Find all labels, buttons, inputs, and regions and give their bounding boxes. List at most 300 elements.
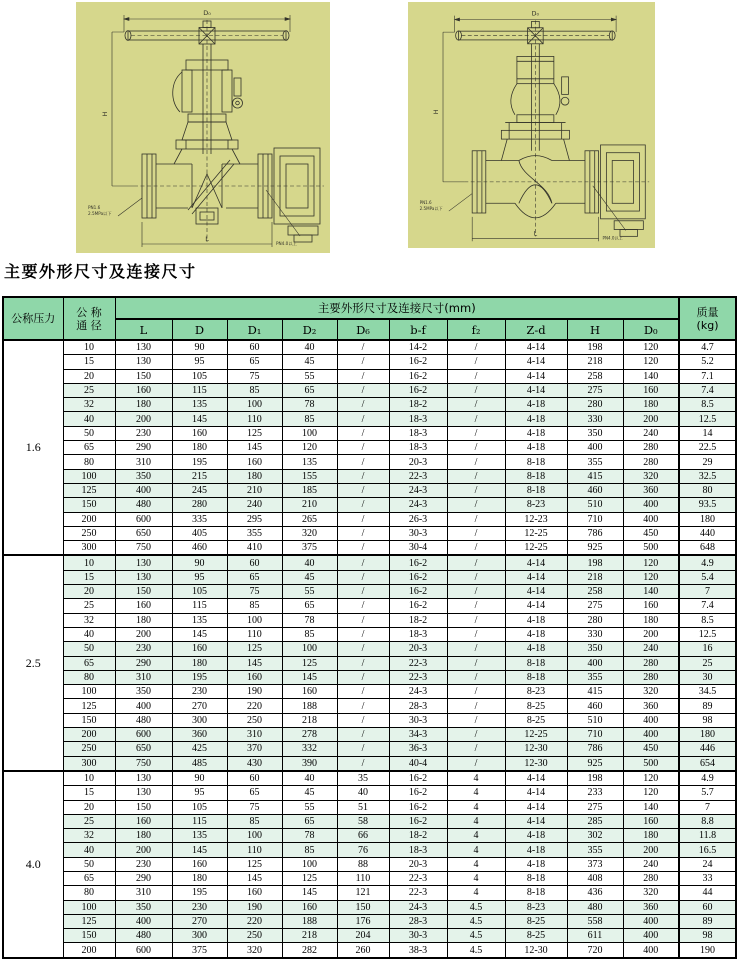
weight-col-header bbox=[679, 297, 736, 340]
table-row bbox=[3, 943, 736, 958]
dim-cell: 415 bbox=[567, 469, 623, 483]
dim-cell: 400 bbox=[623, 512, 679, 526]
dim-cell: / bbox=[447, 483, 505, 497]
dim-cell: 4-18 bbox=[505, 426, 567, 440]
dn-cell: 25 bbox=[63, 599, 115, 613]
dim-cell: 90 bbox=[172, 555, 227, 570]
dim-cell: 125 bbox=[227, 857, 282, 871]
dn-col-header-line2: 通 径 bbox=[76, 318, 102, 332]
dim-cell: 60 bbox=[227, 340, 282, 355]
weight-cell: 12.5 bbox=[679, 627, 736, 641]
dim-cell: / bbox=[337, 526, 389, 540]
dim-cell: 160 bbox=[623, 599, 679, 613]
dim-cell: 188 bbox=[282, 699, 337, 713]
header-row-top bbox=[3, 297, 736, 319]
dim-cell: / bbox=[337, 670, 389, 684]
dim-cell: 160 bbox=[172, 426, 227, 440]
dim-cell: / bbox=[447, 355, 505, 369]
dim-cell: 150 bbox=[337, 900, 389, 914]
dim-cell: / bbox=[447, 613, 505, 627]
dim-cell: 4-14 bbox=[505, 355, 567, 369]
weight-cell: 29 bbox=[679, 455, 736, 469]
dim-cell: 230 bbox=[115, 857, 172, 871]
dim-cell: / bbox=[337, 483, 389, 497]
dim-cell: 786 bbox=[567, 742, 623, 756]
dim-cell: 55 bbox=[282, 369, 337, 383]
dim-cell: 8-25 bbox=[505, 699, 567, 713]
dim-cell: 275 bbox=[567, 383, 623, 397]
dim-cell: 302 bbox=[567, 829, 623, 843]
dn-col-header-line1: 公 称 bbox=[76, 305, 102, 319]
dim-cell: 4-14 bbox=[505, 340, 567, 355]
dim-cell: / bbox=[337, 555, 389, 570]
dim-cell: 280 bbox=[623, 656, 679, 670]
dim-cell: 650 bbox=[115, 526, 172, 540]
dim-cell: 40 bbox=[282, 771, 337, 786]
dim-cell: / bbox=[337, 756, 389, 771]
dim-cell: 265 bbox=[282, 512, 337, 526]
dn-cell: 10 bbox=[63, 340, 115, 355]
dim-cell: / bbox=[337, 469, 389, 483]
dim-cell: 78 bbox=[282, 613, 337, 627]
dim-cell: / bbox=[447, 412, 505, 426]
table-row bbox=[3, 642, 736, 656]
valve-drawing-left bbox=[76, 2, 330, 253]
dim-cell: 710 bbox=[567, 512, 623, 526]
dim-cell: 460 bbox=[567, 699, 623, 713]
dim-cell: 30-3 bbox=[389, 713, 447, 727]
dim-cell: 130 bbox=[115, 355, 172, 369]
dim-cell: 198 bbox=[567, 340, 623, 355]
dimensions-table bbox=[2, 296, 737, 959]
table-row bbox=[3, 412, 736, 426]
dim-cell: / bbox=[447, 441, 505, 455]
weight-cell: 98 bbox=[679, 713, 736, 727]
dn-cell: 80 bbox=[63, 670, 115, 684]
dim-col-header: L bbox=[115, 319, 172, 340]
dim-cell: 120 bbox=[282, 441, 337, 455]
dim-cell: 65 bbox=[227, 786, 282, 800]
dim-cell: 12-25 bbox=[505, 541, 567, 556]
dn-cell: 20 bbox=[63, 800, 115, 814]
weight-cell: 25 bbox=[679, 656, 736, 670]
dim-cell: 400 bbox=[623, 914, 679, 928]
dim-cell: 24-3 bbox=[389, 498, 447, 512]
dim-col-header: b-f bbox=[389, 319, 447, 340]
table-row bbox=[3, 585, 736, 599]
dim-cell: 410 bbox=[227, 541, 282, 556]
weight-cell: 30 bbox=[679, 670, 736, 684]
dn-cell: 15 bbox=[63, 570, 115, 584]
dn-cell: 20 bbox=[63, 369, 115, 383]
dn-cell: 80 bbox=[63, 455, 115, 469]
table-row bbox=[3, 526, 736, 540]
dim-cell: 24-3 bbox=[389, 483, 447, 497]
weight-cell: 16 bbox=[679, 642, 736, 656]
dim-cell: 160 bbox=[623, 383, 679, 397]
dim-cell: 135 bbox=[172, 398, 227, 412]
dim-cell: 40 bbox=[282, 340, 337, 355]
dim-cell: 125 bbox=[282, 656, 337, 670]
dim-cell: 200 bbox=[115, 843, 172, 857]
weight-cell: 22.5 bbox=[679, 441, 736, 455]
dim-cell: 204 bbox=[337, 929, 389, 943]
pressure-value: 2.5 bbox=[3, 555, 63, 770]
dim-cell: / bbox=[337, 340, 389, 355]
dim-cell: 4-14 bbox=[505, 555, 567, 570]
dim-cell: 258 bbox=[567, 369, 623, 383]
dim-cell: 4 bbox=[447, 814, 505, 828]
dim-cell: 40-4 bbox=[389, 756, 447, 771]
dim-cell: / bbox=[337, 713, 389, 727]
dim-label-d0: D₀ bbox=[203, 9, 211, 17]
dn-cell: 32 bbox=[63, 398, 115, 412]
dim-cell: 4-18 bbox=[505, 627, 567, 641]
dim-cell: 22-3 bbox=[389, 670, 447, 684]
dim-cell: 350 bbox=[567, 426, 623, 440]
dim-cell: 600 bbox=[115, 943, 172, 958]
dim-cell: 190 bbox=[227, 900, 282, 914]
dim-cell: 160 bbox=[282, 900, 337, 914]
dim-cell: / bbox=[447, 426, 505, 440]
dim-cell: 35 bbox=[337, 771, 389, 786]
dim-cell: 280 bbox=[623, 871, 679, 885]
dn-cell: 50 bbox=[63, 642, 115, 656]
dn-cell: 65 bbox=[63, 656, 115, 670]
dim-cell: 160 bbox=[227, 670, 282, 684]
dim-cell: 65 bbox=[227, 355, 282, 369]
dim-cell: 195 bbox=[172, 886, 227, 900]
dn-cell: 40 bbox=[63, 843, 115, 857]
table-row bbox=[3, 369, 736, 383]
dim-cell: 480 bbox=[115, 713, 172, 727]
dim-cell: 500 bbox=[623, 541, 679, 556]
dim-cell: / bbox=[447, 742, 505, 756]
note-pn-high: PN4.0以上 bbox=[276, 241, 297, 246]
dim-cell: 320 bbox=[623, 469, 679, 483]
dim-cell: 400 bbox=[567, 656, 623, 670]
weight-cell: 4.9 bbox=[679, 555, 736, 570]
pressure-value: 4.0 bbox=[3, 771, 63, 958]
dim-cell: 8-25 bbox=[505, 929, 567, 943]
weight-cell: 80 bbox=[679, 483, 736, 497]
dim-cell: 280 bbox=[567, 613, 623, 627]
dn-cell: 32 bbox=[63, 613, 115, 627]
weight-cell: 11.8 bbox=[679, 829, 736, 843]
dim-cell: / bbox=[447, 699, 505, 713]
dim-cell: 925 bbox=[567, 541, 623, 556]
dn-cell: 200 bbox=[63, 512, 115, 526]
dim-cell: 28-3 bbox=[389, 914, 447, 928]
dim-cell: 105 bbox=[172, 800, 227, 814]
dim-cell: 8-23 bbox=[505, 498, 567, 512]
weight-cell: 44 bbox=[679, 886, 736, 900]
table-row bbox=[3, 756, 736, 771]
dim-cell: 22-3 bbox=[389, 871, 447, 885]
dim-cell: 4-18 bbox=[505, 412, 567, 426]
dim-cell: 145 bbox=[227, 656, 282, 670]
dim-cell: 65 bbox=[282, 599, 337, 613]
dn-cell: 100 bbox=[63, 900, 115, 914]
dim-cell: 480 bbox=[115, 498, 172, 512]
weight-col-header-line2: (kg) bbox=[696, 318, 719, 332]
dim-cell: 8-18 bbox=[505, 469, 567, 483]
dim-cell: / bbox=[447, 340, 505, 355]
dim-cell: 180 bbox=[172, 871, 227, 885]
dim-cell: 400 bbox=[623, 943, 679, 958]
dim-cell: 180 bbox=[172, 656, 227, 670]
dim-cell: 4.5 bbox=[447, 900, 505, 914]
weight-cell: 8.5 bbox=[679, 398, 736, 412]
table-row bbox=[3, 728, 736, 742]
weight-cell: 440 bbox=[679, 526, 736, 540]
dim-cell: / bbox=[447, 713, 505, 727]
dim-cell: / bbox=[337, 355, 389, 369]
table-row bbox=[3, 498, 736, 512]
dim-col-header: f₂ bbox=[447, 319, 505, 340]
dim-cell: 275 bbox=[567, 800, 623, 814]
dim-col-header: D₂ bbox=[282, 319, 337, 340]
dim-cell: 180 bbox=[623, 829, 679, 843]
dim-cell: 12-25 bbox=[505, 526, 567, 540]
weight-cell: 98 bbox=[679, 929, 736, 943]
weight-cell: 93.5 bbox=[679, 498, 736, 512]
dim-cell: 310 bbox=[115, 455, 172, 469]
table-row bbox=[3, 469, 736, 483]
weight-cell: 7.4 bbox=[679, 383, 736, 397]
dim-cell: / bbox=[337, 541, 389, 556]
dim-cell: 16-2 bbox=[389, 786, 447, 800]
dim-cell: 18-3 bbox=[389, 441, 447, 455]
table-row bbox=[3, 786, 736, 800]
dim-cell: 300 bbox=[172, 929, 227, 943]
dim-cell: 18-3 bbox=[389, 843, 447, 857]
weight-cell: 7 bbox=[679, 585, 736, 599]
dim-cell: 85 bbox=[282, 627, 337, 641]
table-row bbox=[3, 929, 736, 943]
dim-cell: 400 bbox=[623, 929, 679, 943]
dim-cell: 480 bbox=[115, 929, 172, 943]
dim-cell: 115 bbox=[172, 814, 227, 828]
dim-cell: 85 bbox=[227, 383, 282, 397]
dim-cell: 65 bbox=[227, 570, 282, 584]
dim-cell: 105 bbox=[172, 585, 227, 599]
dim-cell: 40 bbox=[337, 786, 389, 800]
dim-cell: 125 bbox=[282, 871, 337, 885]
dim-cell: 160 bbox=[227, 455, 282, 469]
dim-cell: 12-23 bbox=[505, 512, 567, 526]
dim-cell: 460 bbox=[567, 483, 623, 497]
dim-cell: 4 bbox=[447, 786, 505, 800]
dim-cell: 145 bbox=[282, 886, 337, 900]
dim-cell: / bbox=[337, 498, 389, 512]
dim-cell: 188 bbox=[282, 914, 337, 928]
dim-cell: 88 bbox=[337, 857, 389, 871]
weight-cell: 16.5 bbox=[679, 843, 736, 857]
dim-cell: 4-18 bbox=[505, 843, 567, 857]
dim-cell: 285 bbox=[567, 814, 623, 828]
dim-cell: 135 bbox=[172, 613, 227, 627]
dim-cell: 14-2 bbox=[389, 340, 447, 355]
dim-cell: 30-3 bbox=[389, 929, 447, 943]
dim-cell: / bbox=[447, 585, 505, 599]
note-pn-high: PN4.0以上 bbox=[602, 235, 623, 241]
dim-cell: 85 bbox=[282, 412, 337, 426]
dim-cell: 120 bbox=[623, 570, 679, 584]
dim-label-l: L bbox=[533, 230, 538, 238]
weight-cell: 4.7 bbox=[679, 340, 736, 355]
dim-cell: 8-23 bbox=[505, 900, 567, 914]
dim-cell: 121 bbox=[337, 886, 389, 900]
weight-cell: 180 bbox=[679, 728, 736, 742]
dim-cell: 400 bbox=[623, 728, 679, 742]
weight-cell: 33 bbox=[679, 871, 736, 885]
weight-cell: 14 bbox=[679, 426, 736, 440]
table-row bbox=[3, 340, 736, 355]
dim-cell: 100 bbox=[227, 398, 282, 412]
dim-cell: 95 bbox=[172, 355, 227, 369]
dim-cell: 95 bbox=[172, 786, 227, 800]
dim-cell: 76 bbox=[337, 843, 389, 857]
table-row bbox=[3, 900, 736, 914]
dim-cell: 250 bbox=[227, 929, 282, 943]
dim-cell: 200 bbox=[623, 627, 679, 641]
dim-cell: 335 bbox=[172, 512, 227, 526]
dim-cell: 12-30 bbox=[505, 742, 567, 756]
dim-cell: 280 bbox=[623, 455, 679, 469]
dn-cell: 65 bbox=[63, 441, 115, 455]
table-row bbox=[3, 742, 736, 756]
dim-cell: / bbox=[447, 570, 505, 584]
dim-cell: 180 bbox=[227, 469, 282, 483]
dim-cell: 233 bbox=[567, 786, 623, 800]
dim-cell: 250 bbox=[227, 713, 282, 727]
dim-cell: 34-3 bbox=[389, 728, 447, 742]
dim-cell: 180 bbox=[623, 613, 679, 627]
dim-cell: 120 bbox=[623, 771, 679, 786]
dim-cell: 320 bbox=[623, 886, 679, 900]
dim-cell: 230 bbox=[115, 642, 172, 656]
dim-cell: 390 bbox=[282, 756, 337, 771]
table-body bbox=[3, 340, 736, 958]
dn-cell: 10 bbox=[63, 555, 115, 570]
dim-cell: 240 bbox=[623, 857, 679, 871]
dim-cell: 160 bbox=[172, 642, 227, 656]
dim-cell: 4 bbox=[447, 843, 505, 857]
dim-cell: 8-18 bbox=[505, 656, 567, 670]
dim-cell: 12-30 bbox=[505, 756, 567, 771]
dim-cell: 4-14 bbox=[505, 383, 567, 397]
dim-cell: 355 bbox=[567, 455, 623, 469]
dim-cell: 4 bbox=[447, 829, 505, 843]
dim-cell: / bbox=[447, 670, 505, 684]
dim-cell: 330 bbox=[567, 627, 623, 641]
dim-cell: 66 bbox=[337, 829, 389, 843]
dim-cell: 75 bbox=[227, 369, 282, 383]
dim-cell: 400 bbox=[115, 483, 172, 497]
dim-cell: 4-14 bbox=[505, 771, 567, 786]
dim-cell: 75 bbox=[227, 585, 282, 599]
note-pn-low-line2: 2.5MPa以下 bbox=[88, 211, 112, 216]
dim-cell: 125 bbox=[227, 426, 282, 440]
dim-cell: 360 bbox=[623, 483, 679, 497]
dim-cell: / bbox=[337, 642, 389, 656]
dim-cell: / bbox=[447, 756, 505, 771]
dim-cell: 180 bbox=[115, 829, 172, 843]
dim-cell: 145 bbox=[172, 412, 227, 426]
weight-cell: 180 bbox=[679, 512, 736, 526]
dim-cell: / bbox=[447, 555, 505, 570]
dim-cell: 110 bbox=[227, 627, 282, 641]
dim-label-d0: D₀ bbox=[531, 10, 540, 18]
dim-cell: 373 bbox=[567, 857, 623, 871]
table-row bbox=[3, 670, 736, 684]
dim-cell: 4 bbox=[447, 886, 505, 900]
dim-cell: 355 bbox=[567, 843, 623, 857]
dim-cell: 18-3 bbox=[389, 627, 447, 641]
dim-cell: 55 bbox=[282, 585, 337, 599]
table-row bbox=[3, 383, 736, 397]
dim-cell: 100 bbox=[282, 426, 337, 440]
dim-cell: 240 bbox=[227, 498, 282, 512]
dim-cell: 4.5 bbox=[447, 914, 505, 928]
dim-cell: 278 bbox=[282, 728, 337, 742]
dim-cell: 4-18 bbox=[505, 642, 567, 656]
dim-cell: 400 bbox=[115, 914, 172, 928]
dim-cell: 22-3 bbox=[389, 886, 447, 900]
dim-cell: 786 bbox=[567, 526, 623, 540]
dim-cell: 230 bbox=[172, 900, 227, 914]
dim-cell: 405 bbox=[172, 526, 227, 540]
pressure-col-header: 公称压力 bbox=[3, 297, 63, 340]
dim-cell: 115 bbox=[172, 599, 227, 613]
dn-cell: 125 bbox=[63, 699, 115, 713]
page-title: 主要外形尺寸及连接尺寸 bbox=[4, 262, 197, 281]
dim-cell: 510 bbox=[567, 498, 623, 512]
weight-cell: 5.7 bbox=[679, 786, 736, 800]
dim-cell: 135 bbox=[282, 455, 337, 469]
dim-cell: 310 bbox=[227, 728, 282, 742]
dim-cell: 8-18 bbox=[505, 483, 567, 497]
dim-cell: 460 bbox=[172, 541, 227, 556]
dim-cell: 28-3 bbox=[389, 699, 447, 713]
dim-cell: 160 bbox=[172, 857, 227, 871]
dim-cell: / bbox=[447, 599, 505, 613]
dim-col-header: H bbox=[567, 319, 623, 340]
dn-cell: 25 bbox=[63, 383, 115, 397]
dn-cell: 125 bbox=[63, 483, 115, 497]
dim-cell: 65 bbox=[282, 383, 337, 397]
dim-cell: 125 bbox=[227, 642, 282, 656]
dim-cell: 130 bbox=[115, 786, 172, 800]
dn-cell: 300 bbox=[63, 541, 115, 556]
table-row bbox=[3, 843, 736, 857]
dim-cell: / bbox=[337, 441, 389, 455]
dim-cell: 40 bbox=[282, 555, 337, 570]
dim-cell: / bbox=[447, 398, 505, 412]
table-row bbox=[3, 656, 736, 670]
dim-cell: 280 bbox=[567, 398, 623, 412]
dim-cell: 375 bbox=[172, 943, 227, 958]
dim-cell: 280 bbox=[623, 441, 679, 455]
table-row bbox=[3, 570, 736, 584]
dim-cell: 145 bbox=[282, 670, 337, 684]
dim-cell: 120 bbox=[623, 340, 679, 355]
dim-cell: 90 bbox=[172, 340, 227, 355]
dn-cell: 150 bbox=[63, 929, 115, 943]
dn-cell: 100 bbox=[63, 469, 115, 483]
dim-cell: / bbox=[447, 455, 505, 469]
